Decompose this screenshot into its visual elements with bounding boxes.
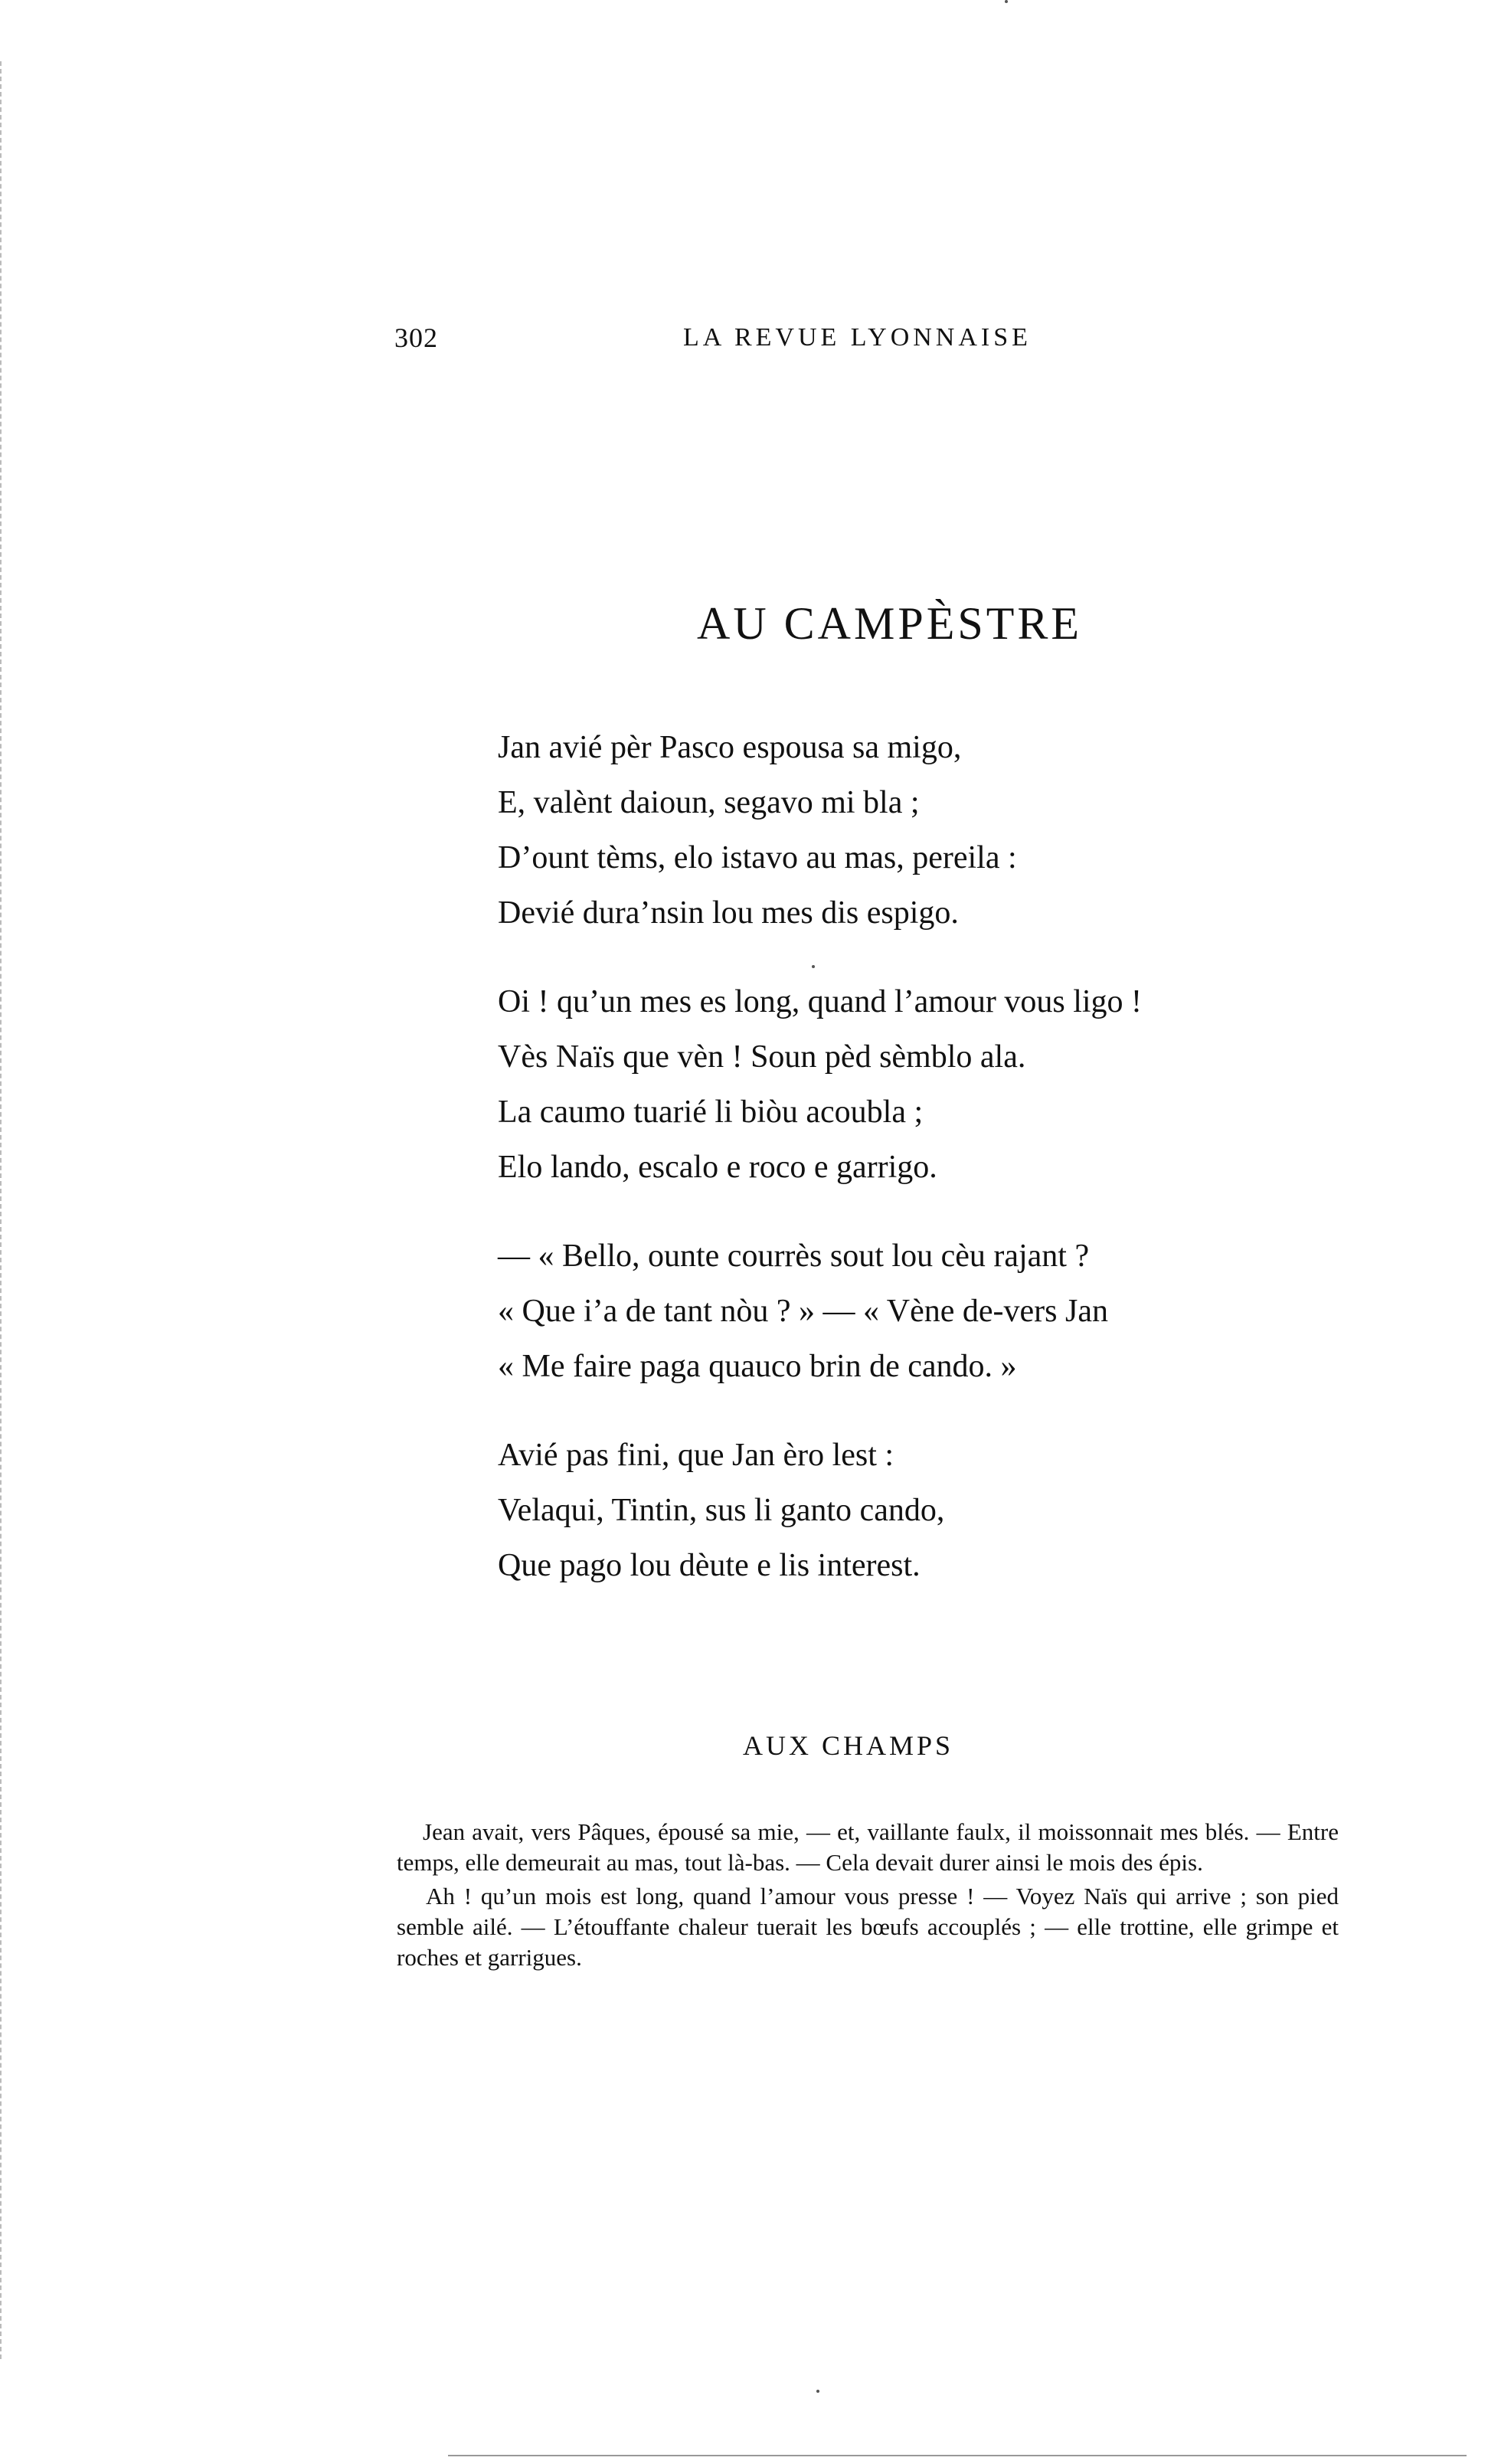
print-speck — [816, 2390, 819, 2393]
poem-line: Velaqui, Tintin, sus li ganto cando, — [498, 1493, 945, 1528]
print-speck — [812, 965, 815, 968]
stanza — [498, 1428, 1142, 1593]
translation-title: AUX CHAMPS — [743, 1730, 954, 1761]
poem-line: « Que i’a de tant nòu ? » — « Vène de-vers Jan — [498, 1294, 1108, 1329]
poem-line: E, valènt daioun, segavo mi bla ; — [498, 785, 920, 820]
stanza — [498, 720, 1142, 941]
poem-body — [498, 720, 1142, 1627]
poem-line: Que pago lou dèute e lis interest. — [498, 1548, 921, 1583]
poem-line: Vès Naïs que vèn ! Soun pèd sèmblo ala. — [498, 1039, 1026, 1075]
poem-line: Jan avié pèr Pasco espousa sa migo, — [498, 730, 962, 765]
binding-edge — [0, 61, 6, 2359]
poem-line: Oi ! qu’un mes es long, quand l’amour vous ligo ! — [498, 984, 1143, 1019]
poem-line: Avié pas fini, que Jan èro lest : — [498, 1438, 894, 1473]
stanza — [498, 974, 1142, 1195]
translation-paragraph: Ah ! qu’un mois est long, quand l’amour vous presse ! — Voyez Naïs qui arrive ; son pied semble ailé. — L’étouffante chaleur tuerait les bœufs accouplés ; — elle trottine, elle grimpe et roches et garrigues. — [397, 1883, 1339, 1971]
poem-line: « Me faire paga quauco brin de cando. » — [498, 1349, 1017, 1384]
translation-paragraph: Jean avait, vers Pâques, épousé sa mie, — et, vaillante faulx, il moissonnait mes blés. — Entre temps, elle demeurait au mas, tout là-bas. — Cela devait durer ainsi le mois des épis. — [397, 1818, 1339, 1876]
bottom-rule — [448, 2455, 1467, 2456]
page-number: 302 — [394, 322, 438, 353]
translation-body — [397, 1817, 1339, 1976]
poem-line: La caumo tuarié li biòu acoubla ; — [498, 1095, 924, 1130]
poem-line: — « Bello, ounte courrès sout lou cèu rajant ? — [498, 1239, 1090, 1274]
poem-line: Devié dura’nsin lou mes dis espigo. — [498, 895, 959, 931]
running-title: LA REVUE LYONNAISE — [683, 323, 1032, 352]
print-speck — [1005, 0, 1008, 3]
poem-line: Elo lando, escalo e roco e garrigo. — [498, 1150, 937, 1185]
poem-line: D’ount tèms, elo istavo au mas, pereila : — [498, 840, 1017, 875]
stanza — [498, 1229, 1142, 1394]
poem-title: AU CAMPÈSTRE — [697, 598, 1083, 649]
